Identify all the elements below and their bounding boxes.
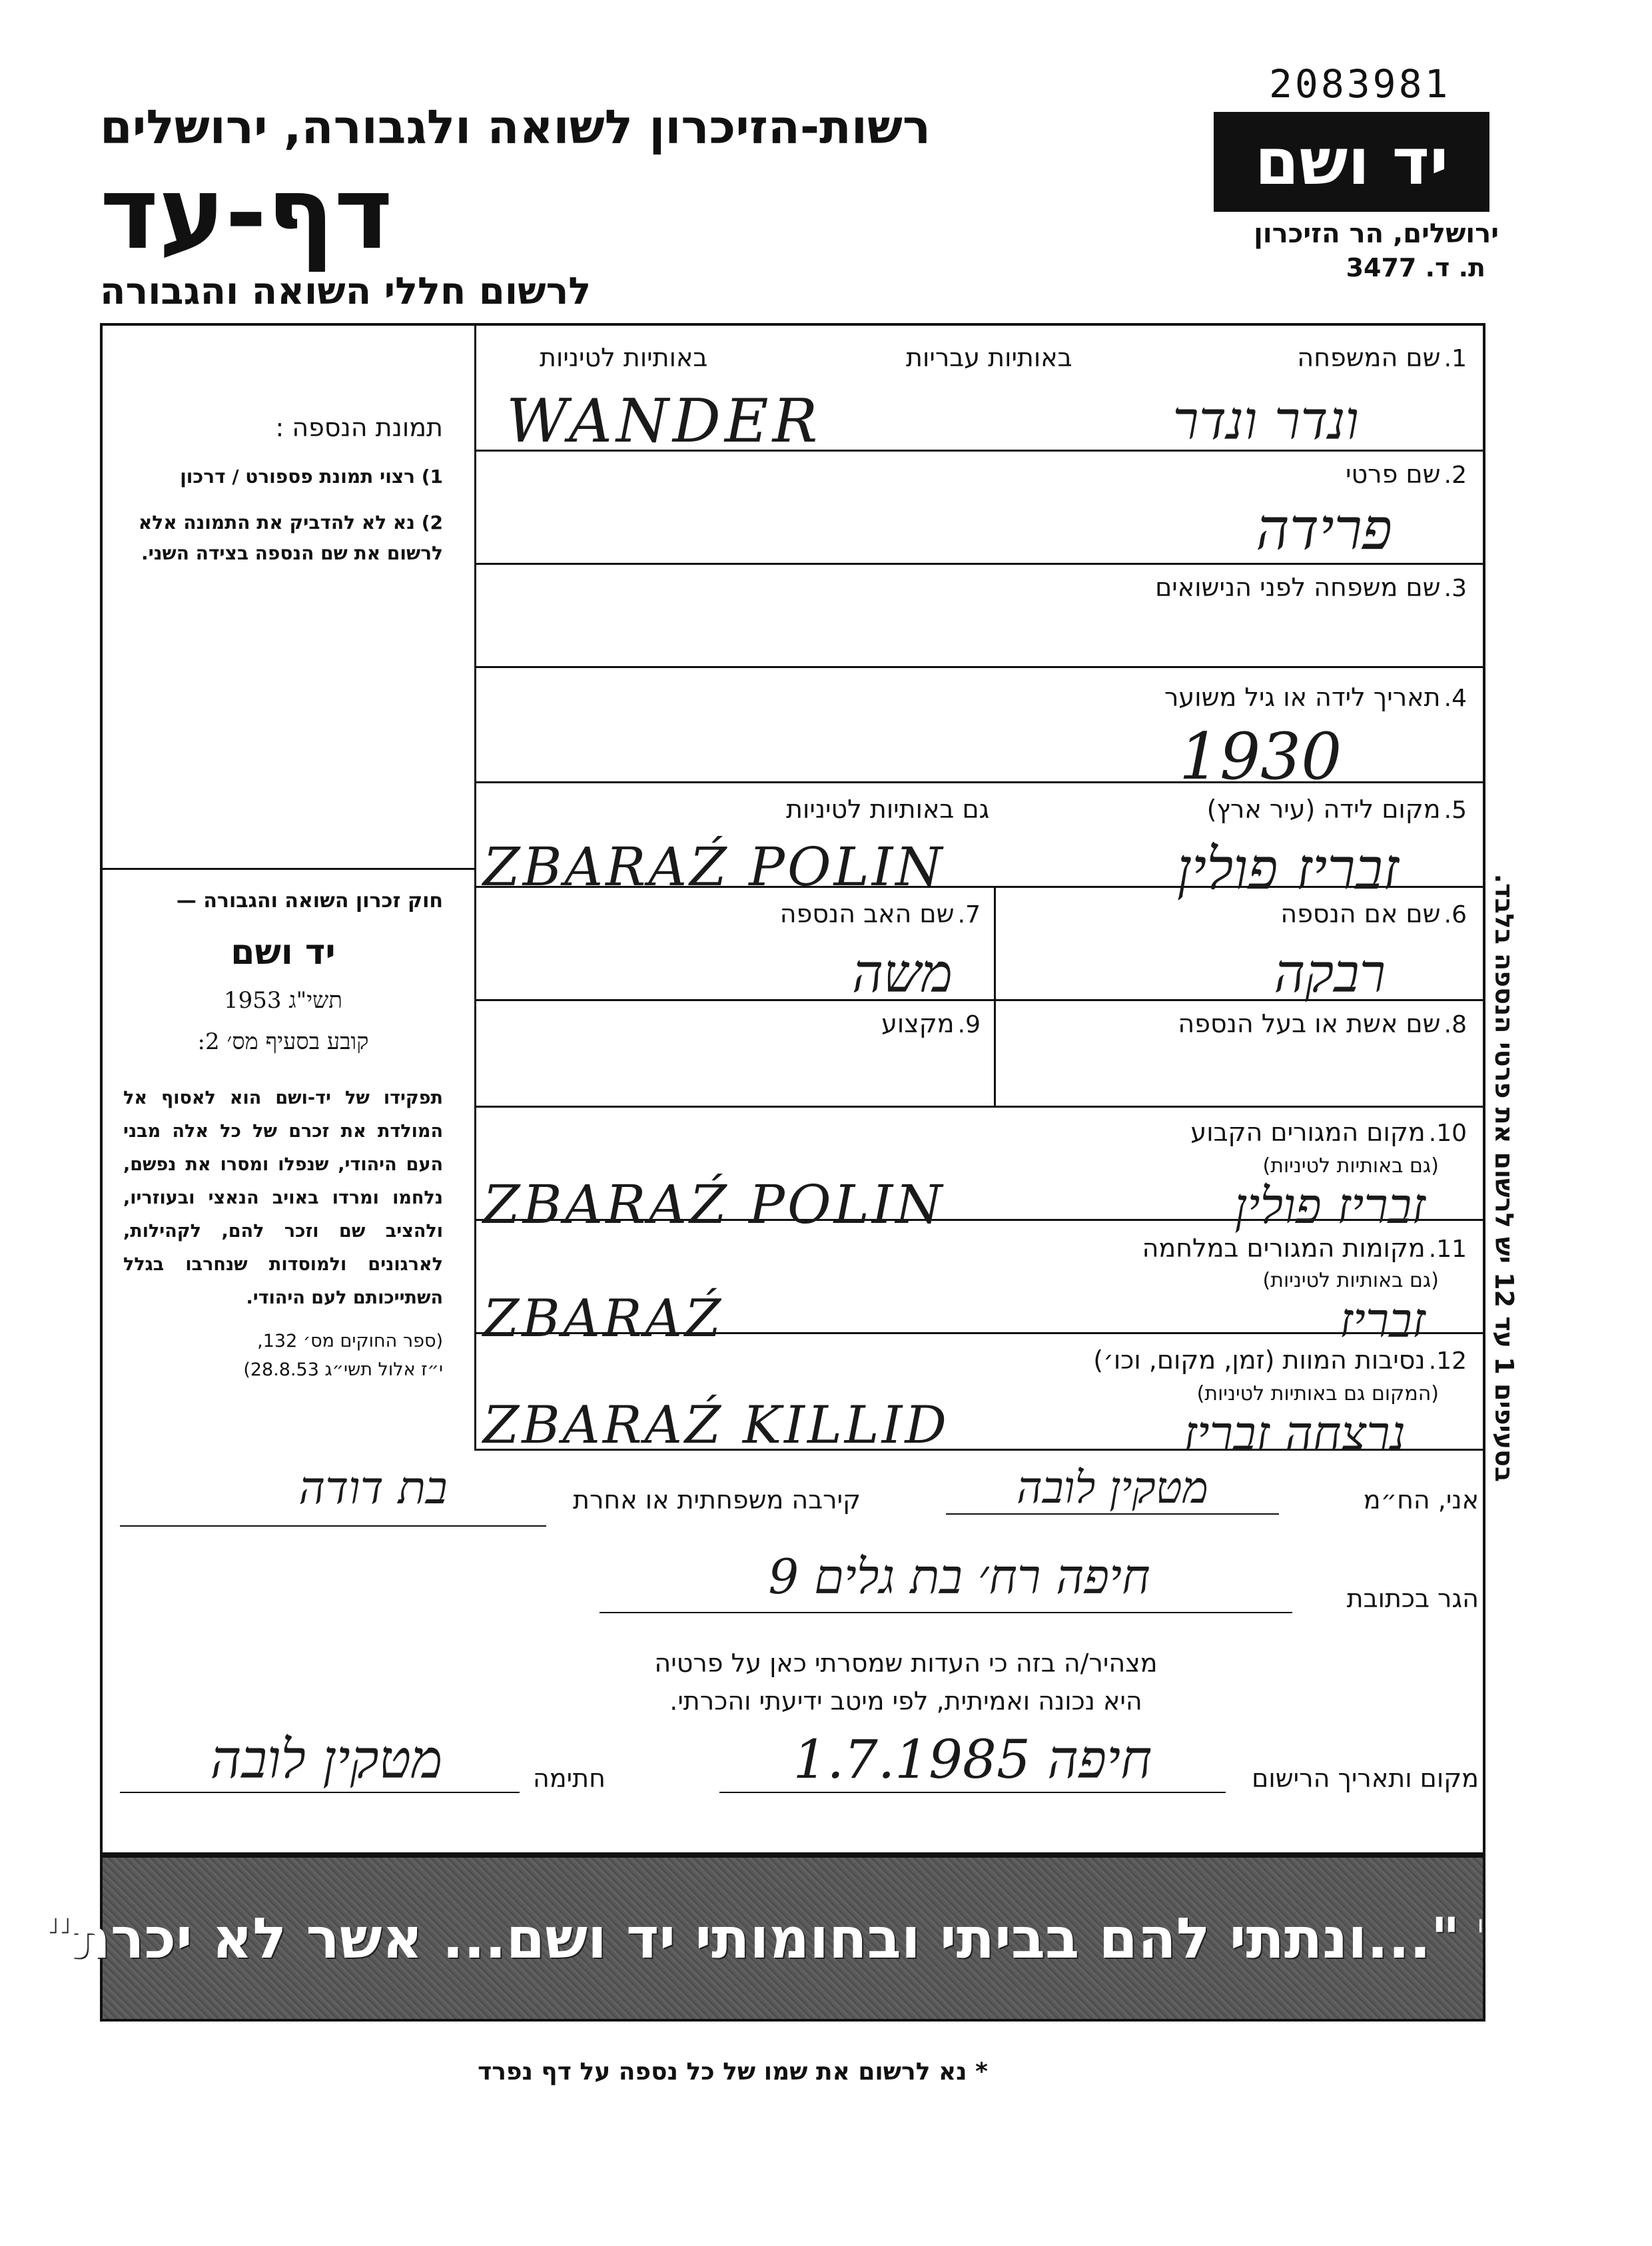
field-12-text: נסיבות המוות (זמן, מקום, וכו׳) (1093, 1345, 1426, 1375)
field-3-label (1155, 573, 1467, 602)
field-8-number: 8. (1444, 1011, 1467, 1038)
col-latin-letters: באותיות לטיניות (540, 343, 708, 372)
field-1-number: 1. (1444, 345, 1467, 372)
field-5-value-latin[interactable]: ZBARAŹ POLIN (483, 836, 945, 898)
signature-line (120, 1792, 520, 1793)
field-2-value-hebrew[interactable]: פרידה (1256, 496, 1392, 563)
field-2-label (1346, 460, 1467, 489)
divider-2 (474, 563, 1485, 565)
field-12-value-latin[interactable]: ZBARAŹ KILLID (483, 1395, 949, 1455)
statement-line-2: היא נכונה ואמיתית, לפי מיטב ידיעתי והכרתי. (669, 1686, 1142, 1716)
field-10-text: מקום המגורים הקבוע (1190, 1118, 1426, 1147)
page-title: דף-עד (100, 156, 393, 272)
field-2-text: שם פרטי (1346, 460, 1441, 489)
photo-box-item-1: 1) רצוי תמונת פספורט / דרכון (180, 466, 443, 488)
left-column-divider (100, 868, 476, 870)
field-6-label (1280, 899, 1467, 929)
photo-box-item-2: 2) נא לא להדביק את התמונה אלא לרשום את שם הנספה בצידה השני. (138, 512, 443, 564)
divider-3 (474, 666, 1485, 668)
yad-vashem-logo (1214, 112, 1489, 212)
field-9-number: 9. (957, 1011, 981, 1038)
field-4-number: 4. (1444, 685, 1467, 712)
field-6-value-hebrew[interactable]: רבקה (1274, 942, 1386, 1004)
footer-marker: * (975, 2058, 988, 2085)
divider-8 (474, 1106, 1485, 1108)
address-line (600, 1612, 1292, 1613)
banner-quote: "...ונתתי להם בביתי ובחומותי יד ושם... אשר לא יכרת" (43, 1906, 1460, 1971)
logo-text: יד ושם (1254, 125, 1449, 199)
field-10-value-latin[interactable]: ZBARAŹ POLIN (483, 1174, 945, 1236)
page-subtitle: לרשום חללי השואה והגבורה (100, 270, 592, 313)
address-value[interactable]: חיפה רח׳ בת גלים 9 (768, 1549, 1150, 1605)
field-10-note: (גם באותיות לטיניות) (1262, 1154, 1439, 1178)
address-line-2: ת. ד. 3477 (1346, 253, 1485, 282)
relation-label: קירבה משפחתית או אחרת (573, 1485, 861, 1515)
institution-name: רשות-הזיכרון לשואה ולגבורה, ירושלים (100, 100, 931, 155)
quote-banner (43, 1855, 1543, 2022)
law-source: (ספר החוקים מס׳ 132, (257, 1331, 443, 1351)
banner-source: ישעיהו נו, ה (1477, 1911, 1543, 1966)
side-note: בסעיפים 1 עד 12 יש לרשום את פרטי הנספה בלבד. (1489, 873, 1519, 1482)
field-10-value-hebrew[interactable]: זבריז פולין (1234, 1178, 1426, 1235)
field-split-6-7 (994, 886, 996, 1106)
law-title: חוק זכרון השואה והגבורה — (176, 889, 443, 913)
field-5-number: 5. (1444, 797, 1467, 824)
relation-line (120, 1525, 546, 1527)
address-label: הגר בכתובת (1346, 1584, 1479, 1613)
field-9-label (881, 1009, 981, 1038)
law-name: יד ושם (230, 933, 336, 972)
field-11-text: מקומות המגורים במלחמה (1142, 1234, 1426, 1263)
field-1-value-hebrew[interactable]: ונדר ונדר (1172, 390, 1359, 452)
field-5-latin-note: גם באותיות לטיניות (786, 795, 990, 824)
place-date-line (719, 1792, 1226, 1793)
field-5-text: מקום לידה (עיר ארץ) (1206, 795, 1441, 824)
field-8-label (1178, 1009, 1467, 1038)
field-5-value-hebrew[interactable]: זבריז פולין (1176, 836, 1399, 903)
field-2-number: 2. (1444, 462, 1467, 489)
place-date-label: מקום ותאריך הרישום (1252, 1764, 1479, 1793)
field-12-value-hebrew[interactable]: נרצחה זבריז (1183, 1405, 1406, 1461)
field-12-number: 12. (1428, 1347, 1467, 1375)
document-number: 2083981 (1269, 61, 1451, 107)
photo-box (123, 413, 443, 569)
field-4-label (1164, 683, 1467, 712)
field-7-value-hebrew[interactable]: משה (852, 942, 953, 1004)
law-clause: קובע בסעיף מס׳ 2: (197, 1028, 369, 1055)
declaration-i-value[interactable]: מטקין לובה (1017, 1462, 1208, 1513)
footer-note (266, 2058, 1199, 2085)
field-11-label (1142, 1234, 1467, 1263)
field-7-number: 7. (957, 901, 981, 929)
field-4-value[interactable]: 1930 (1179, 719, 1342, 794)
relation-value[interactable]: בת דודה (298, 1462, 448, 1515)
field-1-label (1297, 343, 1467, 372)
field-5-label (1207, 795, 1467, 824)
field-12-note: (המקום גם באותיות לטיניות) (1196, 1382, 1439, 1405)
field-7-text: שם האב הנספה (779, 899, 955, 929)
field-11-value-hebrew[interactable]: זבריז (1339, 1292, 1426, 1348)
field-7-label (780, 899, 981, 929)
declaration-i-label: אני, הח״מ (1363, 1485, 1479, 1515)
law-text: תפקידו של יד-ושם הוא לאסוף אל המולדת את זכרם של כל אלה מבני העם היהודי, שנפלו ומסרו את נפשם, נלחמו ומרדו באויב הנאצי ובעוזריו, ולהציב שם וזכר להם, לקהילות, לארגונים ולמוסדות שנחרבו בגלל השתייכותם לעם היהודי. (123, 1088, 443, 1308)
col-hebrew-letters: באותיות עבריות (906, 343, 1072, 372)
statement-line-1: מצהיר/ה בזה כי העדות שמסרתי כאן על פרטיה (654, 1649, 1158, 1678)
place-date-value[interactable]: חיפה 1.7.1985 (793, 1728, 1152, 1790)
signature-label: חתימה (533, 1764, 606, 1793)
field-6-number: 6. (1444, 901, 1467, 929)
photo-box-title: תמונת הנספה : (275, 413, 443, 442)
signature-value[interactable]: מטקין לובה (210, 1728, 443, 1790)
field-12-label (1093, 1345, 1467, 1375)
declaration-i-line (946, 1513, 1279, 1515)
address-line-1: ירושלים, הר הזיכרון (1254, 218, 1499, 249)
law-date: י״ז אלול תשי״ג 28.8.53) (243, 1359, 443, 1380)
field-1-text: שם המשפחה (1297, 343, 1441, 372)
footer-text: נא לרשום את שמו של כל נספה על דף נפרד (478, 2058, 967, 2085)
field-3-text: שם משפחה לפני הנישואים (1155, 573, 1441, 602)
law-year: תשי"ג 1953 (224, 987, 342, 1014)
field-9-text: מקצוע (881, 1009, 955, 1038)
field-11-number: 11. (1428, 1236, 1467, 1263)
field-10-label (1190, 1118, 1467, 1147)
field-10-number: 10. (1428, 1120, 1467, 1147)
field-1-value-latin[interactable]: WANDER (506, 386, 822, 456)
field-8-text: שם אשת או בעל הנספה (1178, 1009, 1441, 1038)
field-6-text: שם אם הנספה (1280, 899, 1441, 929)
law-box (123, 889, 443, 1380)
field-11-value-latin[interactable]: ZBARAŹ (483, 1289, 724, 1349)
field-3-number: 3. (1444, 575, 1467, 602)
field-4-text: תאריך לידה או גיל משוער (1164, 683, 1441, 712)
field-11-note: (גם באותיות לטיניות) (1262, 1269, 1439, 1292)
